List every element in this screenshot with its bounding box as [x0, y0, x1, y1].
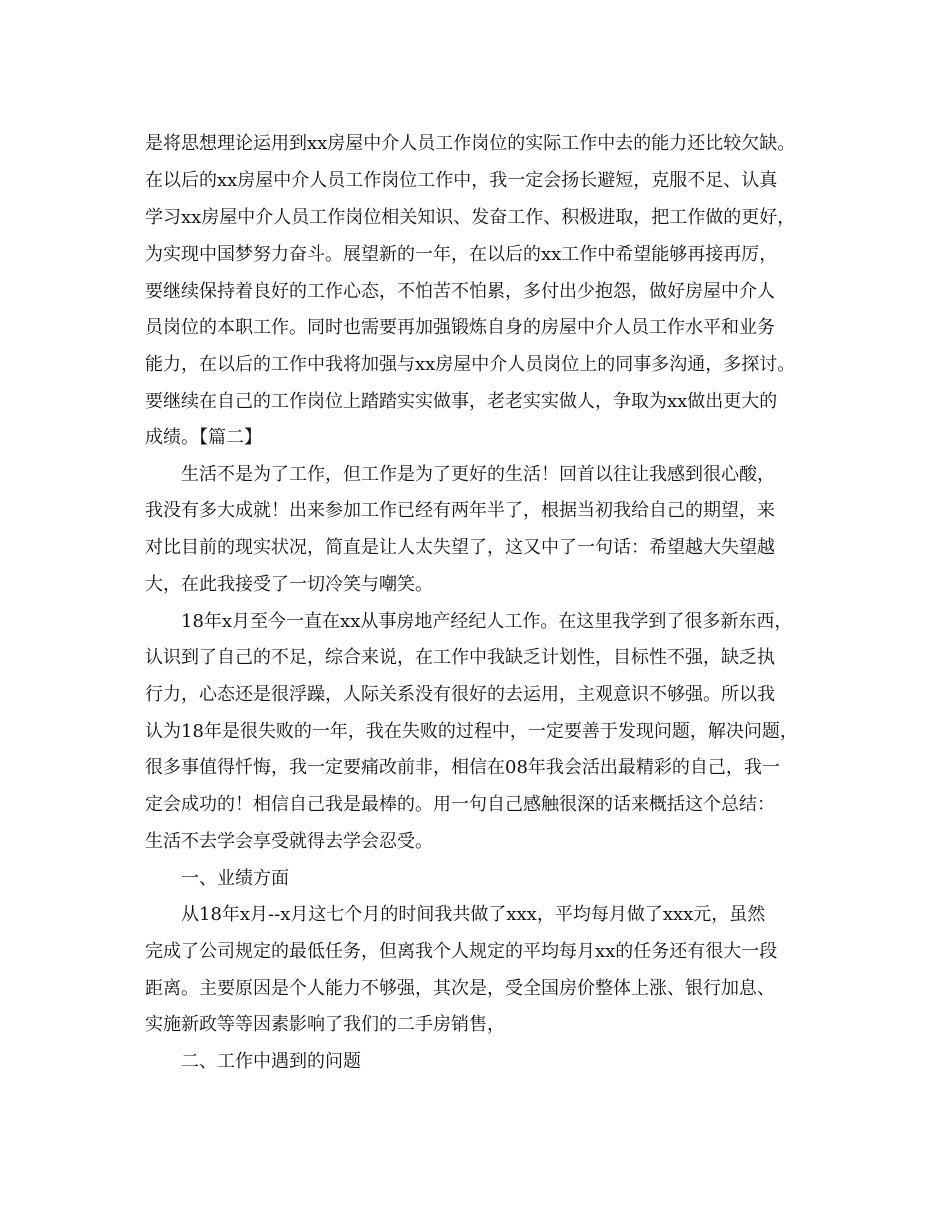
- text-line: 定会成功的！相信自己我是最棒的。用一句自己感触很深的话来概括这个总结：: [145, 794, 775, 815]
- text-line: 能力，在以后的工作中我将加强与xx房屋中介人员岗位上的同事多沟通，多探讨。: [145, 354, 796, 375]
- text-line: 是将思想理论运用到xx房屋中介人员工作岗位的实际工作中去的能力还比较欠缺。: [145, 133, 796, 154]
- text-line: 学习xx房屋中介人员工作岗位相关知识、发奋工作、积极进取，把工作做的更好，: [145, 207, 796, 228]
- text-line: 很多事值得忏悔，我一定要痛改前非，相信在08年我会活出最精彩的自己，我一: [145, 757, 780, 778]
- text-line: 认为18年是很失败的一年，我在失败的过程中，一定要善于发现问题，解决问题，: [145, 721, 798, 742]
- text-line: 生活不是为了工作，但工作是为了更好的生活！回首以往让我感到很心酸，: [181, 464, 775, 485]
- text-line: 实施新政等等因素影响了我们的二手房销售，: [145, 1014, 505, 1035]
- text-line: 从18年x月--x月这七个月的时间我共做了xxx，平均每月做了xxx元，虽然: [181, 904, 766, 925]
- text-line: 我没有多大成就！出来参加工作已经有两年半了，根据当初我给自己的期望，来: [145, 500, 775, 521]
- text-line: 18年x月至今一直在xx从事房地产经纪人工作。在这里我学到了很多新东西，: [181, 611, 793, 632]
- text-line: 生活不去学会享受就得去学会忍受。: [145, 831, 433, 852]
- text-line: 要继续在自己的工作岗位上踏踏实实做事，老老实实做人，争取为xx做出更大的: [145, 391, 778, 412]
- section-heading: 二、工作中遇到的问题: [181, 1051, 361, 1072]
- text-line: 认识到了自己的不足，综合来说，在工作中我缺乏计划性，目标性不强，缺乏执: [145, 647, 775, 668]
- text-line: 完成了公司规定的最低任务，但离我个人规定的平均每月xx的任务还有很大一段: [145, 941, 778, 962]
- text-line: 大，在此我接受了一切冷笑与嘲笑。: [145, 574, 433, 595]
- text-line: 行力，心态还是很浮躁，人际关系没有很好的去运用，主观意识不够强。所以我: [145, 684, 775, 705]
- text-line: 要继续保持着良好的工作心态，不怕苦不怕累，多付出少抱怨，做好房屋中介人: [145, 281, 775, 302]
- text-line: 为实现中国梦努力奋斗。展望新的一年，在以后的xx工作中希望能够再接再厉，: [145, 244, 778, 265]
- text-line: 成绩。【篇二】: [145, 427, 262, 448]
- text-line: 对比目前的现实状况，简直是让人太失望了，这又中了一句话：希望越大失望越: [145, 537, 775, 558]
- text-line: 距离。主要原因是个人能力不够强，其次是，受全国房价整体上涨、银行加息、: [145, 978, 775, 999]
- text-line: 在以后的xx房屋中介人员工作岗位工作中，我一定会扬长避短，克服不足、认真: [145, 170, 778, 191]
- text-line: 员岗位的本职工作。同时也需要再加强锻炼自身的房屋中介人员工作水平和业务: [145, 317, 775, 338]
- section-heading: 一、业绩方面: [181, 868, 289, 889]
